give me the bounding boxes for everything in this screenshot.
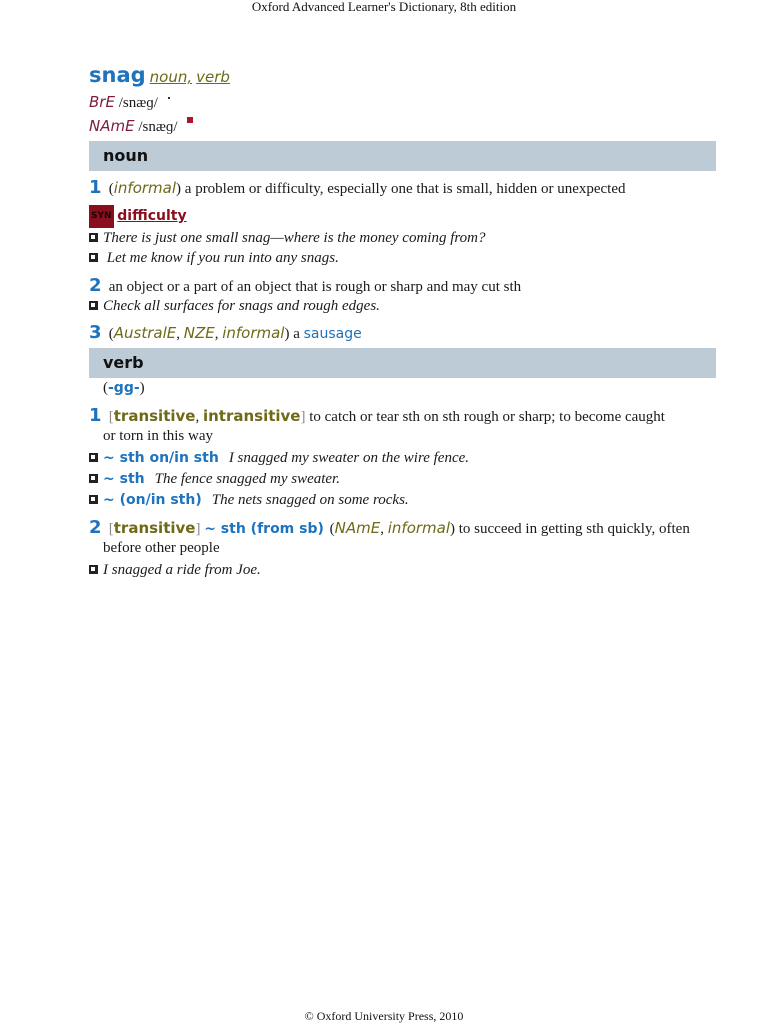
definition-continuation [103, 538, 220, 559]
definition: an object or a part of an object that is rough or sharp and may cut sth [108, 279, 522, 295]
page-footer: © Oxford University Press, 2010 [304, 1009, 464, 1023]
paren-close: ) [176, 181, 182, 197]
example-item [89, 248, 339, 268]
example-item [89, 296, 380, 316]
verb-sense-1 [89, 405, 665, 428]
sense-number: 1 [89, 405, 102, 426]
bracket-open: [ [108, 409, 114, 425]
grammar-label: transitive [113, 519, 196, 537]
definition-continuation [103, 426, 213, 447]
inflection-form: -gg- [108, 380, 140, 396]
example-item [89, 560, 261, 580]
verb-inflection [103, 378, 145, 399]
name-label: NAmE [89, 117, 135, 135]
bracket-close: ] [300, 409, 306, 425]
name-ipa: /snæɡ/ [138, 119, 178, 135]
example-text: Check all surfaces for snags and rough edges. [103, 298, 380, 314]
example-item [89, 490, 409, 510]
definition: to succeed in getting sth quickly, often [458, 521, 690, 537]
pos-verb-link[interactable]: verb [196, 68, 230, 86]
bracket-close: ] [195, 521, 201, 537]
example-item [89, 448, 469, 468]
verb-section-label: verb [103, 353, 144, 372]
grammar-label: intransitive [202, 407, 301, 425]
name-audio-icon[interactable] [187, 117, 193, 123]
register-label: informal [387, 519, 451, 537]
pos-noun-link[interactable]: noun, [149, 68, 193, 86]
sense-number: 2 [89, 275, 102, 296]
paren-close: ) [450, 521, 456, 537]
verb-section-band [89, 348, 716, 378]
noun-section-label: noun [103, 146, 149, 165]
noun-sense-3 [89, 322, 362, 345]
page-header: Oxford Advanced Learner's Dictionary, 8th edition [251, 0, 517, 14]
example-icon [89, 233, 98, 242]
separator: , [214, 326, 223, 342]
example-icon [89, 253, 98, 262]
region-label: NZE [183, 324, 215, 342]
paren-open: ( [103, 380, 108, 396]
register-label: informal [222, 324, 285, 342]
definition: before other people [103, 540, 220, 556]
syn-badge: SYN [89, 205, 114, 228]
pattern: ~ sth (from sb) [204, 521, 324, 537]
example-text: The fence snagged my sweater. [154, 471, 340, 487]
example-icon [89, 474, 98, 483]
definition: a problem or difficulty, especially one that is small, hidden or unexpected [184, 181, 626, 197]
example-icon [89, 565, 98, 574]
pattern: ~ (on/in sth) [103, 492, 202, 508]
separator: , [176, 326, 184, 342]
paren-close: ) [139, 380, 145, 396]
region-label: AustralE [113, 324, 177, 342]
entry-headword-line [89, 63, 230, 87]
example-text: I snagged my sweater on the wire fence. [228, 450, 470, 466]
example-icon [89, 301, 98, 310]
grammar-label: transitive [113, 407, 196, 425]
example-item [89, 469, 340, 489]
synonym-line [89, 205, 187, 228]
paren-open: ( [108, 326, 114, 342]
example-icon [89, 495, 98, 504]
bre-label: BrE [89, 93, 115, 111]
pattern: ~ sth on/in sth [103, 450, 219, 466]
example-text: Let me know if you run into any snags. [106, 250, 339, 266]
separator: , [195, 409, 203, 425]
register-label: informal [113, 179, 177, 197]
example-text: The nets snagged on some rocks. [211, 492, 409, 508]
bre-audio-icon[interactable] [168, 97, 170, 99]
example-icon [89, 453, 98, 462]
name-pronunciation [89, 117, 193, 136]
noun-sense-2 [89, 275, 521, 298]
definition: or torn in this way [103, 428, 213, 444]
region-label: NAmE [334, 519, 381, 537]
headword: snag [89, 63, 146, 87]
example-item [89, 228, 485, 248]
bracket-open: [ [108, 521, 114, 537]
definition: to catch or tear sth on sth rough or sharp; to become caught [309, 409, 665, 425]
cross-reference-link[interactable]: sausage [303, 326, 362, 342]
synonym-link[interactable]: difficulty [117, 208, 187, 224]
example-text: There is just one small snag—where is the money coming from? [103, 230, 486, 246]
noun-sense-1 [89, 177, 626, 200]
sense-number: 3 [89, 322, 102, 343]
pattern: ~ sth [103, 471, 145, 487]
verb-sense-2 [89, 517, 690, 540]
sense-number: 2 [89, 517, 102, 538]
separator: , [380, 521, 388, 537]
paren-close: ) a [284, 326, 304, 342]
bre-pronunciation [89, 93, 170, 112]
example-text: I snagged a ride from Joe. [103, 562, 261, 578]
sense-number: 1 [89, 177, 102, 198]
bre-ipa: /snæɡ/ [118, 95, 158, 111]
paren-open: ( [108, 181, 114, 197]
paren-open: ( [329, 521, 335, 537]
noun-section-band [89, 141, 716, 171]
